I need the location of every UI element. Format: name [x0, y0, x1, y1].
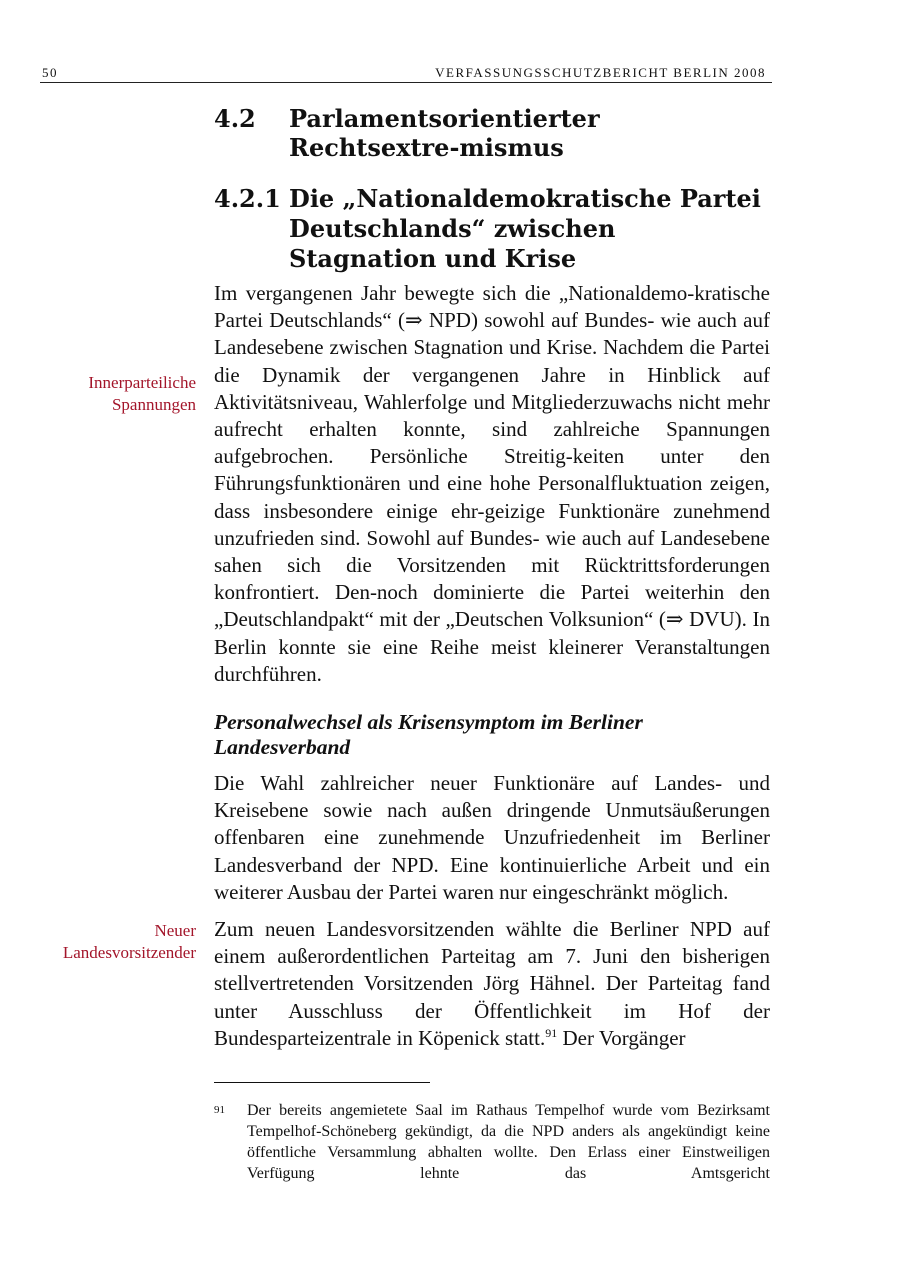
footnote-reference[interactable]: 91	[545, 1025, 558, 1040]
margin-note-innerparteiliche-spannungen: Innerparteiliche Spannungen	[88, 373, 196, 414]
section-number: 4.2	[214, 104, 256, 133]
footnote-number: 91	[214, 1104, 225, 1116]
footnote	[214, 1100, 770, 1184]
subheading-personalwechsel: Personalwechsel als Krisensymptom im Berliner Landesverband	[214, 710, 643, 760]
footnote-separator	[214, 1082, 430, 1083]
subsection-heading	[214, 184, 770, 274]
paragraph-3	[214, 916, 770, 1052]
footnote-text: Der bereits angemietete Saal im Rathaus Tempelhof wurde vom Bezirksamt Tempelhof-Schöneberg gekündigt, da die NPD anders als angekündigt keine öffentliche Versammlung abhalten wollte. Den Erlass einer Einstweiligen Verfügung lehnte das Amtsgericht	[247, 1102, 770, 1182]
paragraph-3-text: Zum neuen Landesvorsitzenden wählte die Berliner NPD auf einem außerordentlichen Parteitag am 7. Juni den bisherigen stellvertretenden Vorsitzenden Jörg Hähnel. Der Parteitag fand unter Ausschluss der Öffentlichkeit im Hof der Bundesparteizentrale in Köpenick statt.	[214, 917, 770, 1050]
section-title: Parlamentsorientierter Rechtsextre-mismus	[289, 104, 600, 162]
subsection-title: Die „Nationaldemokratische Partei Deutschlands“ zwischen Stagnation und Krise	[289, 184, 761, 273]
paragraph-2: Die Wahl zahlreicher neuer Funktionäre auf Landes- und Kreisebene sowie nach außen dringende Unmutsäußerungen offenbaren eine zunehmende Unzufriedenheit im Berliner Landesverband der NPD. Eine kontinuierliche Arbeit und ein weiterer Ausbau der Partei waren nur eingeschränkt möglich.	[214, 771, 770, 904]
running-header	[40, 64, 772, 83]
paragraph-1: Im vergangenen Jahr bewegte sich die „Nationaldemo-kratische Partei Deutschlands“ (⇒ NPD) sowohl auf Bundes- wie auch auf Landesebene zwischen Stagnation und Krise. Nachdem die Partei die Dynamik der vergangenen Jahre in Hinblick auf Aktivitätsniveau, Wahlerfolge und Mitgliederzuwachs nicht mehr aufrecht erhalten konnte, sind zahlreiche Spannungen aufgebrochen. Persönliche Streitig-keiten unter den Führungsfunktionären und eine hohe Personalfluktuation zeigen, dass insbesondere einige ehr-geizige Funktionäre zunehmend unzufrieden sind. Sowohl auf Bundes- wie auch auf Landesebene sahen sich die Vorsitzenden mit Rücktrittsforderungen konfrontiert. Den-noch dominierte die Partei weiterhin den „Deutschlandpakt“ mit der „Deutschen Volksunion“ (⇒ DVU). In Berlin konnte sie eine Reihe meist kleinerer Veranstaltungen durchführen.	[214, 281, 770, 686]
main-content	[214, 104, 770, 1052]
section-heading	[214, 104, 770, 162]
subsection-number: 4.2.1	[214, 184, 281, 213]
page-number: 50	[42, 65, 58, 80]
margin-note-neuer-landesvorsitzender: Neuer Landesvorsitzender	[62, 921, 196, 962]
running-title: VERFASSUNGSSCHUTZBERICHT BERLIN 2008	[435, 65, 766, 80]
paragraph-3-continuation: Der Vorgänger	[557, 1025, 686, 1050]
